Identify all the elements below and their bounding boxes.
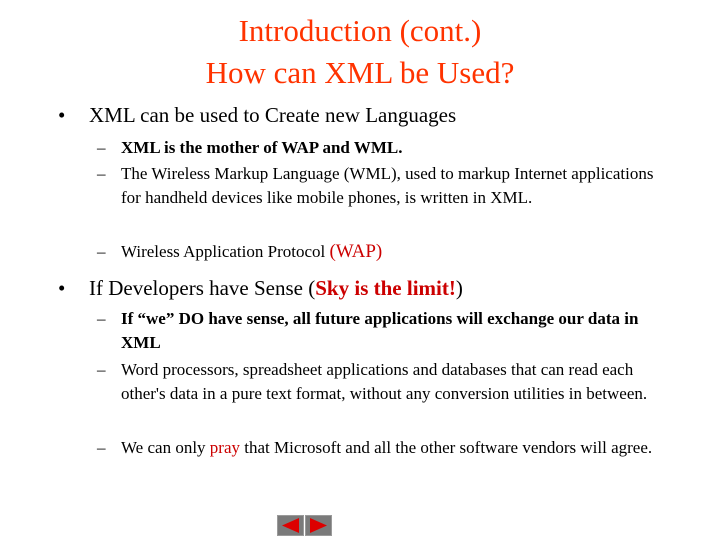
- left-arrow-icon: [278, 516, 303, 535]
- bullet-1-sub-3: [97, 240, 697, 264]
- dash-marker: –: [97, 360, 106, 379]
- wap-label: Wireless Application Protocol: [121, 242, 330, 261]
- bullet-2-sub-3-pre: We can only: [121, 438, 210, 457]
- sky-is-the-limit: Sky is the limit!: [315, 276, 456, 300]
- pray-word: pray: [209, 438, 241, 457]
- title-line-2: How can XML be Used?: [205, 55, 515, 90]
- bullet-2-sub-1-text: If “we” DO have sense, all future applications will exchange our data in XML: [121, 309, 639, 352]
- bullet-marker: •: [58, 103, 66, 127]
- dash-marker: –: [97, 242, 106, 261]
- bullet-2-sub-2: [97, 358, 667, 406]
- dash-marker: –: [97, 138, 106, 157]
- bullet-2-sub-2-text: Word processors, spreadsheet applications and databases that can read each other's data in a pure text format, without any conversion utilities in between.: [121, 360, 648, 403]
- right-arrow-icon: [306, 516, 331, 535]
- bullet-1-sub-2-text: The Wireless Markup Language (WML), used to markup Internet applications for handheld devices like mobile phones, is written in XML.: [121, 164, 654, 207]
- bullet-2-post: ): [455, 276, 463, 300]
- bullet-marker: •: [58, 276, 66, 300]
- bullet-1-text: XML can be used to Create new Languages: [89, 103, 457, 127]
- slide-title: [0, 10, 720, 94]
- bullet-2-pre: If Developers have Sense (: [89, 276, 316, 300]
- dash-marker: –: [97, 309, 106, 328]
- bullet-2-sub-3-post: that Microsoft and all the other software vendors will agree.: [240, 438, 653, 457]
- prev-slide-button[interactable]: [277, 515, 304, 536]
- bullet-1-sub-2: [97, 162, 657, 210]
- bullet-1-sub-3-text: [121, 240, 697, 264]
- bullet-1-sub-1: [97, 136, 697, 160]
- wap-acronym: (WAP): [329, 241, 383, 262]
- bullet-2-sub-1: [97, 307, 657, 355]
- dash-marker: –: [97, 164, 106, 183]
- bullet-2-text: [89, 276, 463, 301]
- next-slide-button[interactable]: [305, 515, 332, 536]
- title-line-1: Introduction (cont.): [238, 13, 482, 48]
- bullet-2-sub-3-text: [121, 436, 667, 460]
- dash-marker: –: [97, 438, 106, 457]
- bullet-1-sub-1-text: XML is the mother of WAP and WML.: [121, 138, 403, 157]
- bullet-2-sub-3: [97, 436, 667, 460]
